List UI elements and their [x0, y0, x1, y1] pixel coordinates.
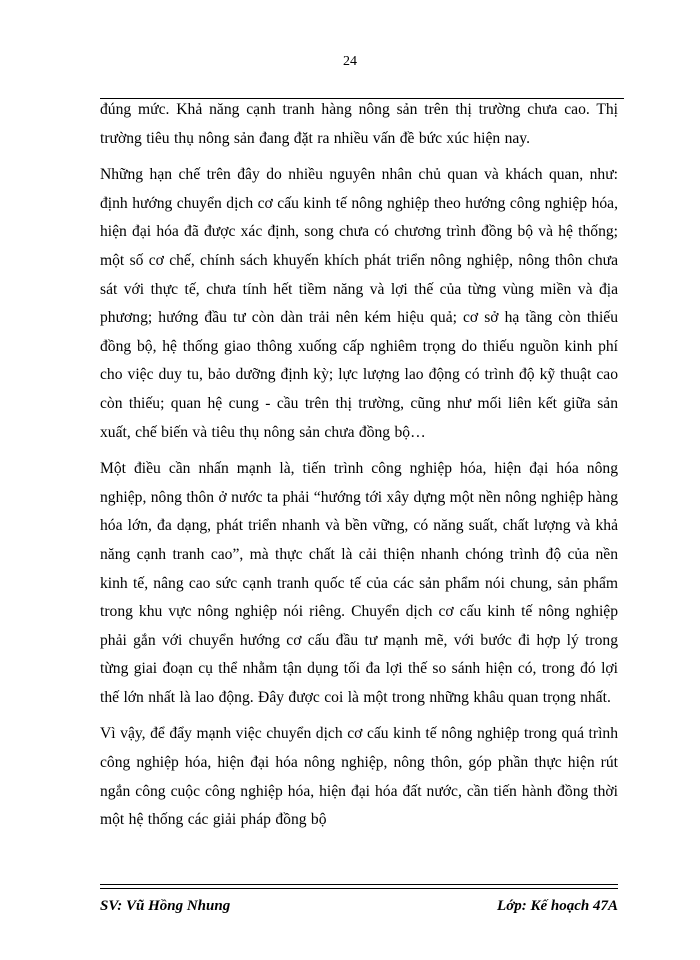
footer-student-name: SV: Vũ Hồng Nhung	[100, 898, 231, 914]
footer-rule-top	[100, 884, 618, 885]
document-body	[100, 96, 618, 835]
page-number: 24	[343, 54, 357, 69]
footer-class-name: Lớp: Kế hoạch 47A	[497, 898, 618, 914]
paragraph-2: Những hạn chế trên đây do nhiều nguyên nhân chủ quan và khách quan, như: định hướng chuyển dịch cơ cấu kinh tế nông nghiệp theo hướng công nghiệp hóa, hiện đại hóa đã được xác định, song chưa có chương trình đồng bộ và hệ thống; một số cơ chế, chính sách khuyến khích phát triển nông nghiệp, nông thôn chưa sát với thực tế, chưa tính hết tiềm năng và lợi thế của từng vùng miền và địa phương; hướng đầu tư còn dàn trải nên kém hiệu quả; cơ sở hạ tầng còn thiếu đồng bộ, hệ thống giao thông xuống cấp nghiêm trọng do thiếu nguồn kinh phí cho việc duy tu, bảo dưỡng định kỳ; lực lượng lao động có trình độ kỹ thuật cao còn thiếu; quan hệ cung - cầu trên thị trường, cũng như mối liên kết giữa sản xuất, chế biến và tiêu thụ nông sản chưa đồng bộ…	[100, 166, 618, 441]
paragraph-4: Vì vậy, để đẩy mạnh việc chuyển dịch cơ cấu kinh tế nông nghiệp trong quá trình công nghiệp hóa, hiện đại hóa nông nghiệp, nông thôn, góp phần thực hiện rút ngắn công cuộc công nghiệp hóa, hiện đại hóa đất nước, cần tiến hành đồng thời một hệ thống các giải pháp đồng bộ	[100, 725, 618, 829]
paragraph-3: Một điều cần nhấn mạnh là, tiến trình công nghiệp hóa, hiện đại hóa nông nghiệp, nông thôn ở nước ta phải “hướng tới xây dựng một nền nông nghiệp hàng hóa lớn, đa dạng, phát triển nhanh và bền vững, có năng suất, chất lượng và khả năng cạnh tranh cao”, mà thực chất là cải thiện nhanh chóng trình độ của nền kinh tế, nâng cao sức cạnh tranh quốc tế của các sản phẩm nói chung, sản phẩm trong khu vực nông nghiệp nói riêng. Chuyển dịch cơ cấu kinh tế nông nghiệp phải gắn với chuyển hướng cơ cấu đầu tư mạnh mẽ, với bước đi hợp lý trong từng giai đoạn cụ thể nhằm tận dụng tối đa lợi thế so sánh hiện có, trong đó lợi thế lớn nhất là lao động. Đây được coi là một trong những khâu quan trọng nhất.	[100, 460, 618, 706]
page-footer	[100, 898, 618, 915]
paragraph-1: đúng mức. Khả năng cạnh tranh hàng nông sản trên thị trường chưa cao. Thị trường tiêu thụ nông sản đang đặt ra nhiều vấn đề bức xúc hiện nay.	[100, 101, 618, 147]
footer-rule-bottom	[100, 888, 618, 889]
